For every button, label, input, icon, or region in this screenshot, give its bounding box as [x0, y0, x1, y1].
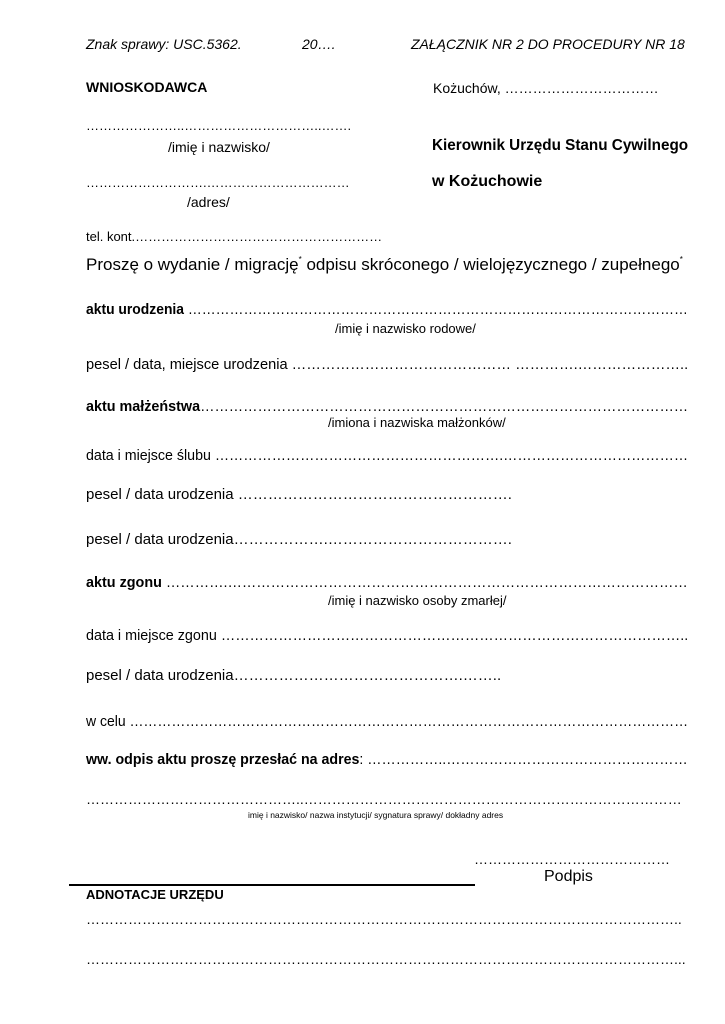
- office-notes-line-2[interactable]: ………………………………………………………………………………………………………………...: [86, 951, 686, 967]
- addressee-line-2: w Kożuchowie: [432, 173, 543, 190]
- place-date-field[interactable]: Kożuchów, ……………………………: [433, 80, 659, 96]
- marriage-record-caption: /imiona i nazwiska małżonków/: [328, 415, 506, 430]
- birth-record-line[interactable]: aktu urodzenia ………………………………………………………………………………………………: [86, 301, 688, 318]
- section-divider: [69, 884, 475, 886]
- attachment-title: ZAŁĄCZNIK NR 2 DO PROCEDURY NR 18: [411, 36, 685, 52]
- case-number: Znak sprawy: USC.5362.: [86, 36, 242, 52]
- birth-record-label: aktu urodzenia: [86, 301, 185, 318]
- death-record-line[interactable]: aktu zgonu ………….……………………………………………………………………………………: [86, 574, 688, 591]
- applicant-address-line[interactable]: ……………………….……………………………: [86, 175, 350, 190]
- phone-field[interactable]: tel. kont.…………………………………………………: [86, 229, 383, 244]
- office-notes-line-1[interactable]: ………………………………………………………………………………………………………………..: [86, 911, 682, 927]
- birth-pesel-line[interactable]: pesel / data, miejsce urodzenia ……………………………………… ………….…………………..: [86, 356, 689, 373]
- applicant-address-caption: /adres/: [187, 194, 230, 210]
- send-address-label: ww. odpis aktu proszę przesłać na adres: [86, 751, 360, 768]
- footnote-mark: *: [298, 255, 302, 264]
- send-address-caption: imię i nazwisko/ nazwa instytucji/ sygnatura sprawy/ dokładny adres: [248, 810, 504, 820]
- spouse1-pesel-line[interactable]: pesel / data urodzenia ……………………………………………….: [86, 486, 512, 503]
- purpose-line[interactable]: w celu …………………………………………………………………………………………………………: [86, 713, 689, 730]
- marriage-record-line[interactable]: aktu małżeństwa…………………………………………………………………………………………: [86, 398, 689, 415]
- wedding-date-place-line[interactable]: data i miejsce ślubu …………………………………………………….…………………………………: [86, 447, 689, 464]
- death-record-caption: /imię i nazwisko osoby zmarłej/: [328, 593, 507, 608]
- marriage-record-label: aktu małżeństwa: [86, 398, 201, 415]
- death-record-label: aktu zgonu: [86, 574, 162, 591]
- signature-line[interactable]: ……………………………………: [474, 851, 670, 867]
- death-pesel-line[interactable]: pesel / data urodzenia……………………………………….……..: [86, 667, 502, 684]
- footnote-mark: *: [679, 255, 683, 264]
- send-address-dots[interactable]: ………………………………………..………………………………………………………………………: [86, 791, 682, 807]
- send-address-line[interactable]: ww. odpis aktu proszę przesłać na adres: ……………..……………………………………………: [86, 751, 688, 768]
- applicant-name-caption: /imię i nazwisko/: [168, 139, 270, 155]
- request-sentence: Proszę o wydanie / migrację* odpisu skróconego / wielojęzycznego / zupełnego*: [86, 255, 683, 274]
- death-date-place-line[interactable]: data i miejsce zgonu ……………………………………………………………………………………..: [86, 627, 689, 644]
- birth-record-caption: /imię i nazwisko rodowe/: [335, 321, 476, 336]
- applicant-heading: WNIOSKODAWCA: [86, 79, 208, 95]
- year-field: 20….: [302, 36, 336, 52]
- signature-label: Podpis: [544, 868, 593, 885]
- spouse2-pesel-line[interactable]: pesel / data urodzenia……………….……………………………….: [86, 531, 512, 548]
- applicant-name-line[interactable]: …………………..…………………………..…….: [86, 118, 352, 133]
- addressee-line-1: Kierownik Urzędu Stanu Cywilnego: [432, 137, 689, 154]
- office-notes-heading: ADNOTACJE URZĘDU: [86, 887, 224, 902]
